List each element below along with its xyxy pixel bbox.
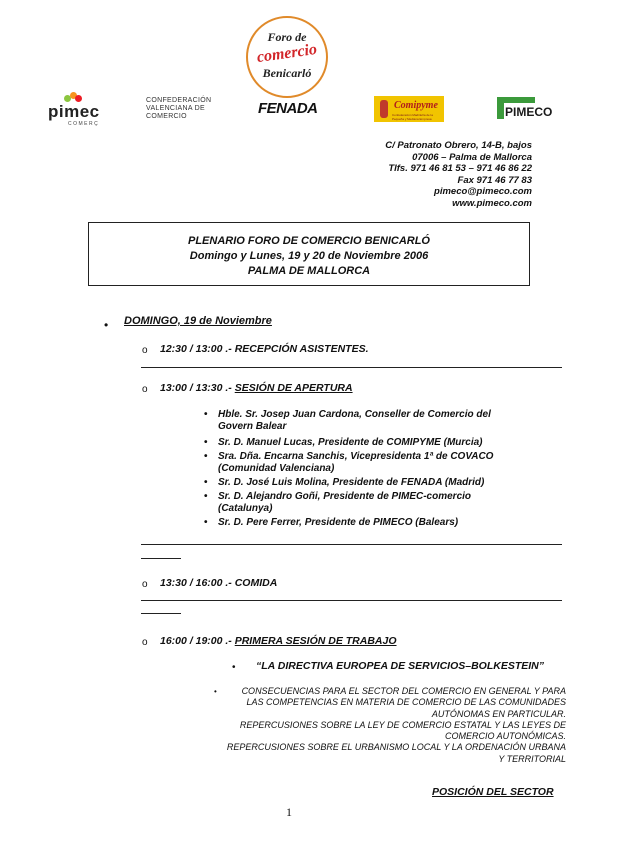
speaker-2-line1: Sr. D. Manuel Lucas, Presidente de COMIPYME (Murcia)	[218, 437, 483, 448]
topic-line-1: CONSECUENCIAS PARA EL SECTOR DEL COMERCIO EN GENERAL Y PARA	[241, 686, 566, 696]
foro-logo-line1: Foro de	[267, 30, 307, 44]
session-1	[160, 343, 369, 355]
session-4	[160, 635, 397, 647]
session-3-time: 13:30 / 16:00 .-	[160, 577, 232, 589]
bullet-icon: •	[204, 491, 208, 502]
foro-logo-line2: comercio	[255, 40, 319, 67]
topic-line-5: COMERCIO AUTONÓMICAS.	[444, 731, 566, 742]
comipyme-logo-word: Comipyme	[394, 100, 438, 111]
session-2	[160, 382, 353, 394]
speaker-3-line2: (Comunidad Valenciana)	[218, 463, 335, 475]
comipyme-figure-icon	[380, 100, 388, 118]
fenada-logo: FENADA	[258, 100, 318, 117]
address-city: 07006 – Palma de Mallorca	[412, 151, 532, 163]
pimeco-logo-word: PIMECO	[505, 105, 553, 119]
bullet-icon: •	[204, 409, 208, 420]
speaker-5-line1: Sr. D. Alejandro Goñi, Presidente de PIMEC-comercio	[218, 491, 472, 502]
divider	[141, 613, 181, 614]
speaker-5	[204, 491, 574, 516]
topic-line-2: LAS COMPETENCIAS EN MATERIA DE COMERCIO DE LAS COMUNIDADES	[246, 697, 566, 708]
divider	[141, 544, 562, 545]
topic-title: “LA DIRECTIVA EUROPEA DE SERVICIOS–BOLKESTEIN”	[256, 660, 545, 672]
address-block	[385, 140, 532, 210]
cvc-line2: VALENCIANA DE	[146, 105, 206, 112]
topic-line-7: Y TERRITORIAL	[498, 753, 566, 764]
title-box	[88, 222, 530, 286]
day-heading: DOMINGO, 19 de Noviembre	[124, 315, 272, 327]
pimec-dots-icon	[64, 92, 82, 102]
session-1-time: 12:30 / 13:00 .-	[160, 343, 232, 355]
pimec-logo	[48, 92, 100, 126]
session-4-time: 16:00 / 19:00 .-	[160, 635, 232, 647]
bullet-icon: •	[214, 687, 217, 696]
divider	[141, 600, 562, 601]
posicion-heading: POSICIÓN DEL SECTOR	[432, 786, 554, 798]
topic-details	[216, 686, 566, 765]
foro-comercio-logo	[246, 16, 328, 98]
speaker-6	[204, 517, 574, 529]
bullet-icon: •	[204, 451, 208, 462]
speaker-1	[204, 409, 574, 434]
divider	[141, 558, 181, 559]
bullet-icon: •	[104, 318, 109, 332]
address-phones: Tlfs. 971 46 81 53 – 971 46 86 22	[388, 163, 532, 175]
circle-bullet-icon: o	[142, 637, 148, 648]
speaker-5-line2: (Catalunya)	[218, 503, 273, 515]
circle-bullet-icon: o	[142, 579, 148, 590]
comipyme-logo-sub: Confederación Madrileña de la Pequeña y Mediana Empresa	[392, 113, 433, 121]
title-line1: PLENARIO FORO DE COMERCIO BENICARLÓ	[187, 235, 430, 247]
topic-line-3: AUTÓNOMAS EN PARTICULAR.	[431, 708, 566, 719]
comipyme-logo	[374, 96, 444, 122]
session-3-label: COMIDA	[234, 577, 278, 589]
session-4-label: PRIMERA SESIÓN DE TRABAJO	[234, 635, 397, 647]
speaker-4-line1: Sr. D. José Luis Molina, Presidente de FENADA (Madrid)	[218, 477, 485, 488]
address-web[interactable]: www.pimeco.com	[452, 197, 532, 209]
cvc-line1: CONFEDERACIÓN	[146, 97, 212, 104]
title-line3: PALMA DE MALLORCA	[247, 265, 371, 277]
speaker-4	[204, 477, 574, 489]
cvc-line3: COMERCIO	[146, 113, 187, 120]
bullet-icon: •	[204, 477, 208, 488]
bullet-icon: •	[204, 437, 208, 448]
speaker-1-line2: Govern Balear	[218, 421, 287, 433]
session-2-label: SESIÓN DE APERTURA	[234, 382, 353, 394]
address-email[interactable]: pimeco@pimeco.com	[434, 186, 532, 198]
speaker-3-line1: Sra. Dña. Encarna Sanchis, Vicepresidenta 1ª de COVACO	[218, 451, 494, 462]
session-3	[160, 577, 277, 589]
circle-bullet-icon: o	[142, 384, 148, 395]
bullet-icon: •	[232, 662, 236, 673]
title-line2: Domingo y Lunes, 19 y 20 de Noviembre 2006	[189, 250, 429, 262]
session-1-label: RECEPCIÓN ASISTENTES.	[234, 343, 369, 355]
topic-line-4: REPERCUSIONES SOBRE LA LEY DE COMERCIO ESTATAL Y LAS LEYES DE	[239, 719, 566, 730]
divider	[141, 367, 562, 368]
topic-line-6: REPERCUSIONES SOBRE EL URBANISMO LOCAL Y LA ORDENACIÓN URBANA	[226, 742, 566, 753]
speaker-3	[204, 451, 574, 476]
address-street: C/ Patronato Obrero, 14-B, bajos	[385, 140, 532, 151]
pimeco-logo	[497, 97, 553, 121]
bullet-icon: •	[204, 517, 208, 528]
pimeco-logo-mark-top	[497, 97, 535, 103]
circle-bullet-icon: o	[142, 345, 148, 356]
speaker-2	[204, 437, 574, 449]
pimec-logo-sub: COMERÇ	[68, 121, 100, 127]
speaker-1-line1: Hble. Sr. Josep Juan Cardona, Conseller de Comercio del	[218, 409, 491, 420]
pimec-logo-word: pimec	[48, 102, 100, 121]
cvc-logo	[146, 97, 211, 121]
speaker-6-line1: Sr. D. Pere Ferrer, Presidente de PIMECO (Balears)	[218, 517, 459, 528]
page-number: 1	[286, 805, 292, 819]
session-2-time: 13:00 / 13:30 .-	[160, 382, 232, 394]
foro-logo-line3: Benicarló	[262, 66, 312, 80]
address-fax: Fax 971 46 77 83	[457, 174, 532, 186]
